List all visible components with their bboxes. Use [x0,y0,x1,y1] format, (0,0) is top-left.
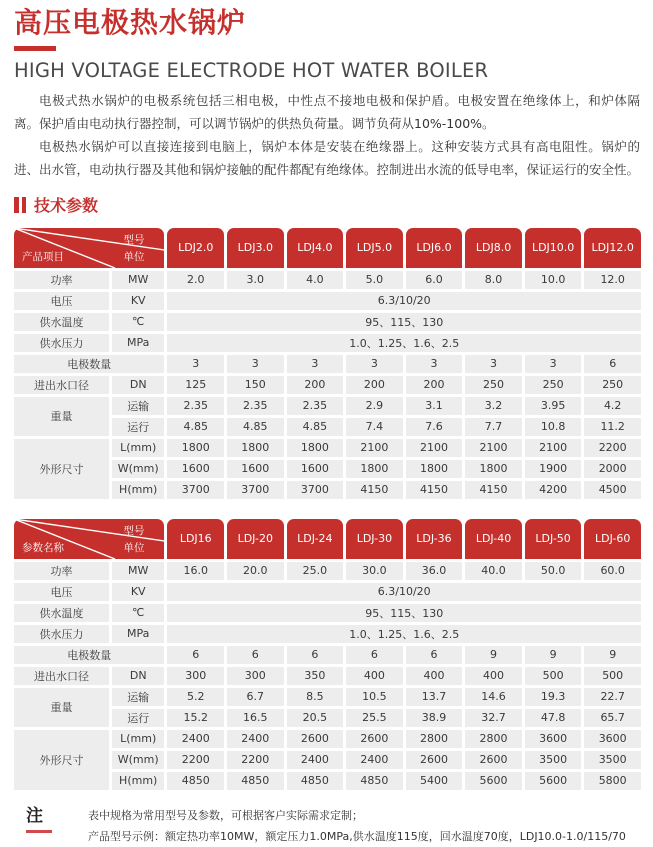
spec-value: 2800 [465,730,522,748]
spec-value: 2200 [227,751,284,769]
spec-value: 2400 [227,730,284,748]
spec-value: 15.2 [167,709,224,727]
spec-value: 4200 [525,481,582,499]
spec-value: 9 [525,646,582,664]
spec-value: 400 [406,667,463,685]
spec-value: 2400 [346,751,403,769]
spec-row-label: 供水温度 [14,604,109,622]
spec-value: 4850 [167,772,224,790]
spec-unit: 运输 [112,397,165,415]
spec-value: 25.5 [346,709,403,727]
spec-value: 2600 [287,730,344,748]
spec-value: 4150 [346,481,403,499]
corner-unit-label: 单位 [123,541,145,554]
spec-value: 3600 [584,730,641,748]
spec-row-label: 外形尺寸 [14,730,109,790]
spec-value: 4.2 [584,397,641,415]
spec-unit: KV [112,292,165,310]
spec-value: 6 [227,646,284,664]
spec-value: 3500 [584,751,641,769]
spec-value: 60.0 [584,562,641,580]
spec-value: 9 [465,646,522,664]
spec-value: 32.7 [465,709,522,727]
spec-value: 1600 [167,460,224,478]
spec-value: 2200 [167,751,224,769]
spec-value: 250 [465,376,522,394]
table-row [14,562,641,580]
spec-merged-value: 1.0、1.25、1.6、2.5 [167,334,641,352]
spec-value: 2600 [406,751,463,769]
spec-value: 2400 [167,730,224,748]
spec-value: 4.85 [227,418,284,436]
spec-value: 3700 [227,481,284,499]
spec-row-label: 外形尺寸 [14,439,109,499]
spec-value: 8.5 [287,688,344,706]
spec-value: 5600 [465,772,522,790]
spec-value: 50.0 [525,562,582,580]
spec-merged-value: 95、115、130 [167,313,641,331]
table-row [14,439,641,457]
spec-value: 125 [167,376,224,394]
spec-value: 3 [465,355,522,373]
spec-unit: W(mm) [112,460,165,478]
spec-value: 2000 [584,460,641,478]
table-row [14,625,641,643]
spec-row-label: 进出水口径 [14,667,109,685]
spec-value: 4.85 [167,418,224,436]
spec-unit: ℃ [112,604,165,622]
spec-unit: W(mm) [112,751,165,769]
spec-value: 300 [227,667,284,685]
spec-unit: KV [112,583,165,601]
table-header-row [14,519,641,559]
spec-value: 6.0 [406,271,463,289]
spec-row-label: 功率 [14,562,109,580]
spec-value: 5400 [406,772,463,790]
spec-row-label: 供水压力 [14,334,109,352]
spec-unit: H(mm) [112,481,165,499]
note-line-1: 表中规格为常用型号及参数，可根据客户实际需求定制； [88,808,363,822]
spec-value: 6 [406,646,463,664]
spec-value: 2200 [584,439,641,457]
spec-value: 2100 [406,439,463,457]
spec-value: 1800 [227,439,284,457]
spec-row-label: 重量 [14,397,109,436]
spec-value: 250 [525,376,582,394]
spec-value: 13.7 [406,688,463,706]
spec-unit: H(mm) [112,772,165,790]
corner-item-label: 产品项目 [22,250,64,263]
corner-unit-label: 单位 [123,250,145,263]
spec-value: 5600 [525,772,582,790]
spec-value: 200 [406,376,463,394]
note-underline-bar [26,830,52,833]
spec-value: 3 [346,355,403,373]
spec-value: 20.5 [287,709,344,727]
spec-row-label: 供水压力 [14,625,109,643]
corner-item-label: 参数名称 [22,541,64,554]
spec-value: 1800 [287,439,344,457]
table-row [14,688,641,706]
spec-value: 1800 [346,460,403,478]
spec-unit: L(mm) [112,439,165,457]
spec-value: 6.7 [227,688,284,706]
corner-model-label: 型号 [123,524,145,537]
model-header: LDJ6.0 [406,228,463,268]
spec-value: 5.0 [346,271,403,289]
note-label: 注 [26,805,43,826]
spec-value: 22.7 [584,688,641,706]
table-row [14,271,641,289]
spec-value: 3.0 [227,271,284,289]
spec-merged-value: 6.3/10/20 [167,583,641,601]
spec-value: 2.35 [287,397,344,415]
spec-value: 3 [406,355,463,373]
spec-value: 14.6 [465,688,522,706]
spec-value: 4150 [465,481,522,499]
spec-value: 3 [227,355,284,373]
corner-model-label: 型号 [123,233,145,246]
spec-value: 1800 [167,439,224,457]
spec-value: 47.8 [525,709,582,727]
intro-text [14,89,640,181]
model-header: LDJ-60 [584,519,641,559]
spec-value: 1800 [465,460,522,478]
spec-value: 2800 [406,730,463,748]
spec-unit: DN [112,376,165,394]
spec-value: 500 [584,667,641,685]
model-header: LDJ4.0 [287,228,344,268]
spec-value: 1600 [287,460,344,478]
spec-value: 250 [584,376,641,394]
table-row [14,646,641,664]
spec-value: 3700 [287,481,344,499]
section-header [14,195,640,215]
corner-cell [14,228,164,268]
spec-table-small-models [11,225,644,502]
spec-value: 11.2 [584,418,641,436]
table-row [14,355,641,373]
spec-value: 3 [287,355,344,373]
spec-merged-value: 95、115、130 [167,604,641,622]
model-header: LDJ2.0 [167,228,224,268]
spec-value: 25.0 [287,562,344,580]
model-header: LDJ3.0 [227,228,284,268]
spec-value: 2100 [465,439,522,457]
spec-row-label: 进出水口径 [14,376,109,394]
spec-value: 2100 [525,439,582,457]
spec-row-label: 供水温度 [14,313,109,331]
spec-value: 6 [167,646,224,664]
spec-value: 6 [287,646,344,664]
spec-value: 2100 [346,439,403,457]
table-row [14,604,641,622]
spec-unit: 运输 [112,688,165,706]
spec-unit: 运行 [112,418,165,436]
spec-value: 3.2 [465,397,522,415]
note-section [14,805,640,847]
spec-table-large-models [11,516,644,793]
spec-value: 5.2 [167,688,224,706]
spec-value: 3600 [525,730,582,748]
spec-value: 1900 [525,460,582,478]
spec-value: 16.5 [227,709,284,727]
spec-unit: MW [112,562,165,580]
note-line-2: 产品型号示例：额定热功率10MW，额定压力1.0MPa,供水温度115度，回水温度70度，LDJ10.0-1.0/115/70 [88,829,626,843]
title-underline-bar [14,46,56,51]
spec-value: 6 [584,355,641,373]
spec-value: 10.5 [346,688,403,706]
spec-value: 4500 [584,481,641,499]
spec-value: 3.1 [406,397,463,415]
spec-value: 7.7 [465,418,522,436]
model-header: LDJ16 [167,519,224,559]
spec-row-label: 电极数量 [14,355,164,373]
spec-value: 3 [525,355,582,373]
spec-value: 300 [167,667,224,685]
model-header: LDJ8.0 [465,228,522,268]
spec-value: 10.0 [525,271,582,289]
spec-value: 7.4 [346,418,403,436]
model-header: LDJ-20 [227,519,284,559]
intro-paragraph-1: 电极式热水锅炉的电极系统包括三相电极，中性点不接地电极和保护盾。电极安置在绝缘体上，和炉体隔 离。保护盾由电动执行器控制，可以调节锅炉的供热负荷量。调节负荷从10%-100%。 [14,92,640,131]
table-row [14,583,641,601]
note-label-wrap [26,805,52,833]
spec-value: 38.9 [406,709,463,727]
spec-row-label: 重量 [14,688,109,727]
spec-value: 6 [346,646,403,664]
spec-value: 2.9 [346,397,403,415]
spec-value: 350 [287,667,344,685]
spec-value: 3 [167,355,224,373]
table-header-row [14,228,641,268]
spec-value: 16.0 [167,562,224,580]
spec-unit: MW [112,271,165,289]
model-header: LDJ5.0 [346,228,403,268]
spec-value: 4850 [346,772,403,790]
model-header: LDJ12.0 [584,228,641,268]
table-row [14,334,641,352]
spec-value: 36.0 [406,562,463,580]
spec-value: 7.6 [406,418,463,436]
spec-value: 2.0 [167,271,224,289]
spec-value: 400 [465,667,522,685]
page-subtitle: HIGH VOLTAGE ELECTRODE HOT WATER BOILER [14,58,489,82]
section-title: 技术参数 [34,196,99,216]
model-header: LDJ-50 [525,519,582,559]
table-row [14,292,641,310]
note-lines [88,805,626,847]
spec-unit: L(mm) [112,730,165,748]
spec-value: 5800 [584,772,641,790]
spec-value: 3700 [167,481,224,499]
spec-value: 150 [227,376,284,394]
model-header: LDJ-24 [287,519,344,559]
spec-value: 3500 [525,751,582,769]
spec-value: 19.3 [525,688,582,706]
spec-unit: DN [112,667,165,685]
spec-value: 2.35 [227,397,284,415]
spec-value: 1800 [406,460,463,478]
spec-merged-value: 6.3/10/20 [167,292,641,310]
table-row [14,376,641,394]
spec-value: 2.35 [167,397,224,415]
model-header: LDJ-36 [406,519,463,559]
spec-value: 500 [525,667,582,685]
spec-row-label: 电极数量 [14,646,164,664]
spec-value: 65.7 [584,709,641,727]
spec-value: 2400 [287,751,344,769]
model-header: LDJ-30 [346,519,403,559]
spec-value: 30.0 [346,562,403,580]
spec-value: 8.0 [465,271,522,289]
table-row [14,667,641,685]
spec-value: 10.8 [525,418,582,436]
spec-value: 20.0 [227,562,284,580]
table-row [14,730,641,748]
spec-value: 9 [584,646,641,664]
spec-value: 4.0 [287,271,344,289]
double-bar-icon [14,197,26,213]
table-row [14,397,641,415]
intro-paragraph-2: 电极热水锅炉可以直接连接到电脑上，锅炉本体是安装在绝缘器上。这种安装方式具有高电阻性。锅炉的 进、出水管，电动执行器及其他和锅炉接触的配件都配有绝缘体。控制进出水流的低导电率，保证运行的安全性。 [14,138,640,177]
spec-unit: MPa [112,334,165,352]
spec-value: 2600 [346,730,403,748]
spec-merged-value: 1.0、1.25、1.6、2.5 [167,625,641,643]
spec-unit: MPa [112,625,165,643]
spec-value: 200 [346,376,403,394]
page-title: 高压电极热水锅炉 [14,6,247,39]
spec-value: 400 [346,667,403,685]
spec-unit: 运行 [112,709,165,727]
spec-row-label: 功率 [14,271,109,289]
spec-row-label: 电压 [14,583,109,601]
table-row [14,313,641,331]
spec-value: 4.85 [287,418,344,436]
spec-value: 2600 [465,751,522,769]
spec-value: 3.95 [525,397,582,415]
spec-unit: ℃ [112,313,165,331]
spec-value: 40.0 [465,562,522,580]
spec-row-label: 电压 [14,292,109,310]
spec-value: 4150 [406,481,463,499]
spec-value: 1600 [227,460,284,478]
spec-value: 12.0 [584,271,641,289]
model-header: LDJ10.0 [525,228,582,268]
spec-value: 4850 [287,772,344,790]
spec-value: 200 [287,376,344,394]
model-header: LDJ-40 [465,519,522,559]
spec-value: 4850 [227,772,284,790]
corner-cell [14,519,164,559]
